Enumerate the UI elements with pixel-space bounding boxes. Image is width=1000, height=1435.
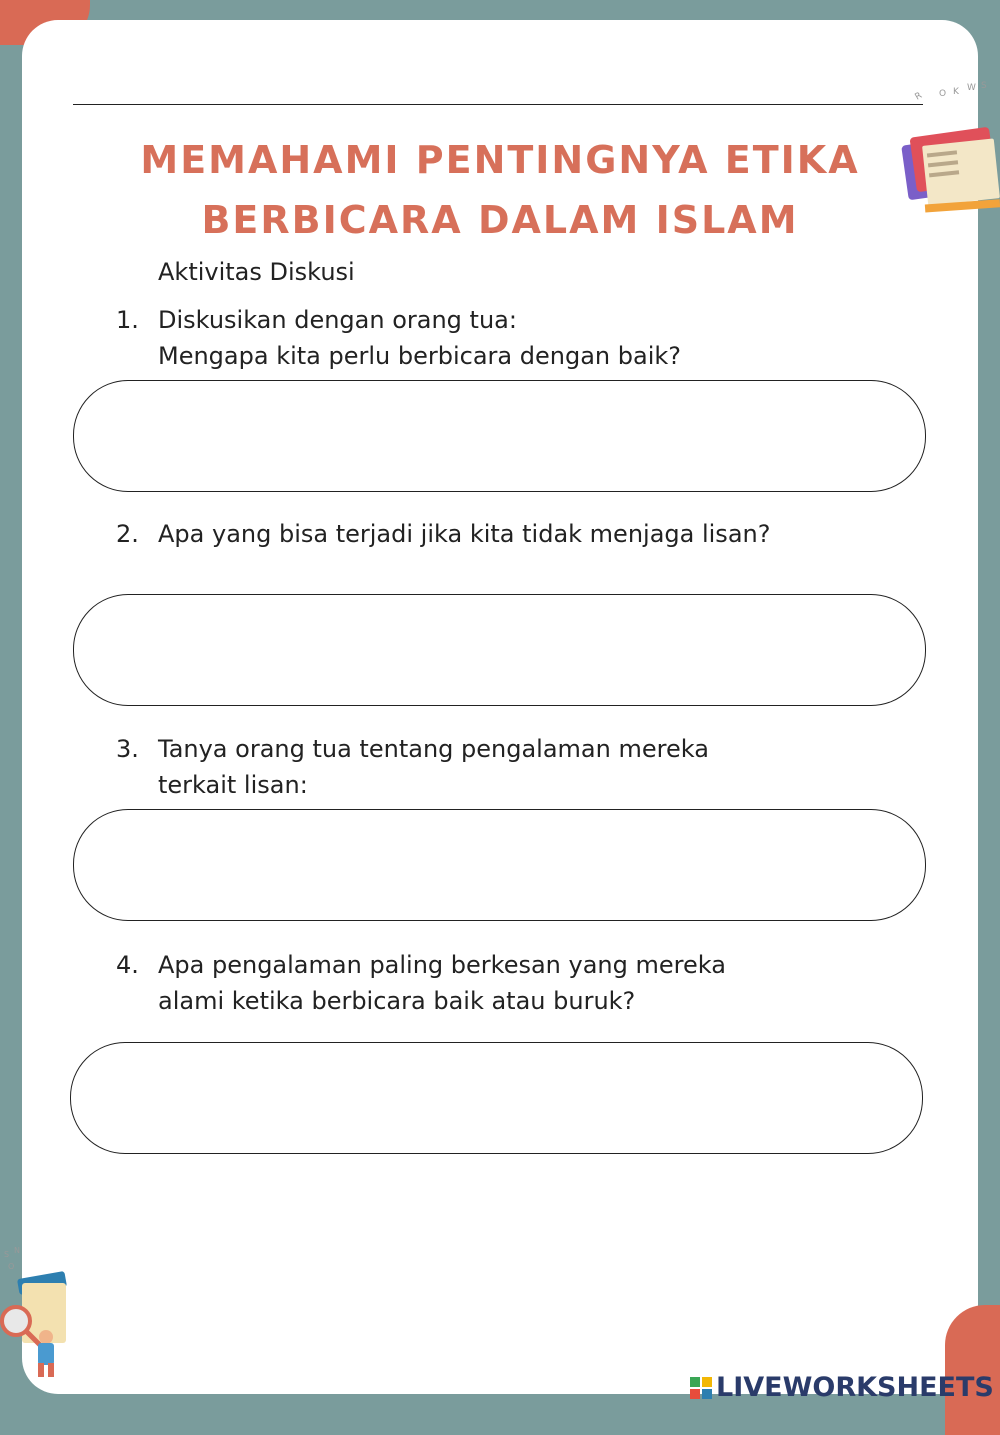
question-number: 3. xyxy=(116,735,139,763)
answer-box-2[interactable] xyxy=(73,594,926,706)
answer-box-1[interactable] xyxy=(73,380,926,492)
liveworksheets-logo-icon xyxy=(690,1377,712,1399)
question-text: Apa yang bisa terjadi jika kita tidak menjaga lisan? xyxy=(158,520,771,548)
svg-text:W: W xyxy=(967,83,976,93)
corner-decoration-bottom-right xyxy=(945,1305,1000,1435)
liveworksheets-brand[interactable] xyxy=(690,1372,994,1403)
question-text: Diskusikan dengan orang tua: xyxy=(158,306,517,334)
question-number: 4. xyxy=(116,951,139,979)
brand-text: LIVEWORKSHEETS xyxy=(716,1372,994,1403)
question-number: 2. xyxy=(116,520,139,548)
question-number: 1. xyxy=(116,306,139,334)
title-line-2: BERBICARA DALAM ISLAM xyxy=(201,198,799,242)
svg-text:S: S xyxy=(981,81,987,91)
title-line-1: MEMAHAMI PENTINGNYA ETIKA xyxy=(140,138,860,182)
question-2 xyxy=(116,516,876,552)
svg-text:R: R xyxy=(913,90,924,103)
books-illustration-icon xyxy=(895,80,1000,240)
question-text-line-2: terkait lisan: xyxy=(158,771,308,799)
svg-text:K: K xyxy=(953,87,959,97)
question-text: Apa pengalaman paling berkesan yang mereka xyxy=(158,951,726,979)
question-1 xyxy=(116,302,876,374)
answer-box-4[interactable] xyxy=(70,1042,923,1154)
question-3 xyxy=(116,731,876,803)
top-divider xyxy=(73,104,923,105)
svg-text:S: S xyxy=(4,1250,10,1259)
page-title xyxy=(100,130,900,250)
activity-subtitle: Aktivitas Diskusi xyxy=(158,258,355,286)
question-text-line-2: Mengapa kita perlu berbicara dengan baik? xyxy=(158,342,681,370)
question-text: Tanya orang tua tentang pengalaman mereka xyxy=(158,735,709,763)
answer-box-3[interactable] xyxy=(73,809,926,921)
svg-text:O: O xyxy=(939,89,947,99)
svg-text:N: N xyxy=(14,1246,20,1255)
question-text-line-2: alami ketika berbicara baik atau buruk? xyxy=(158,987,636,1015)
reading-child-illustration-icon xyxy=(0,1245,80,1385)
question-4 xyxy=(116,947,876,1019)
svg-text:O: O xyxy=(8,1262,15,1271)
